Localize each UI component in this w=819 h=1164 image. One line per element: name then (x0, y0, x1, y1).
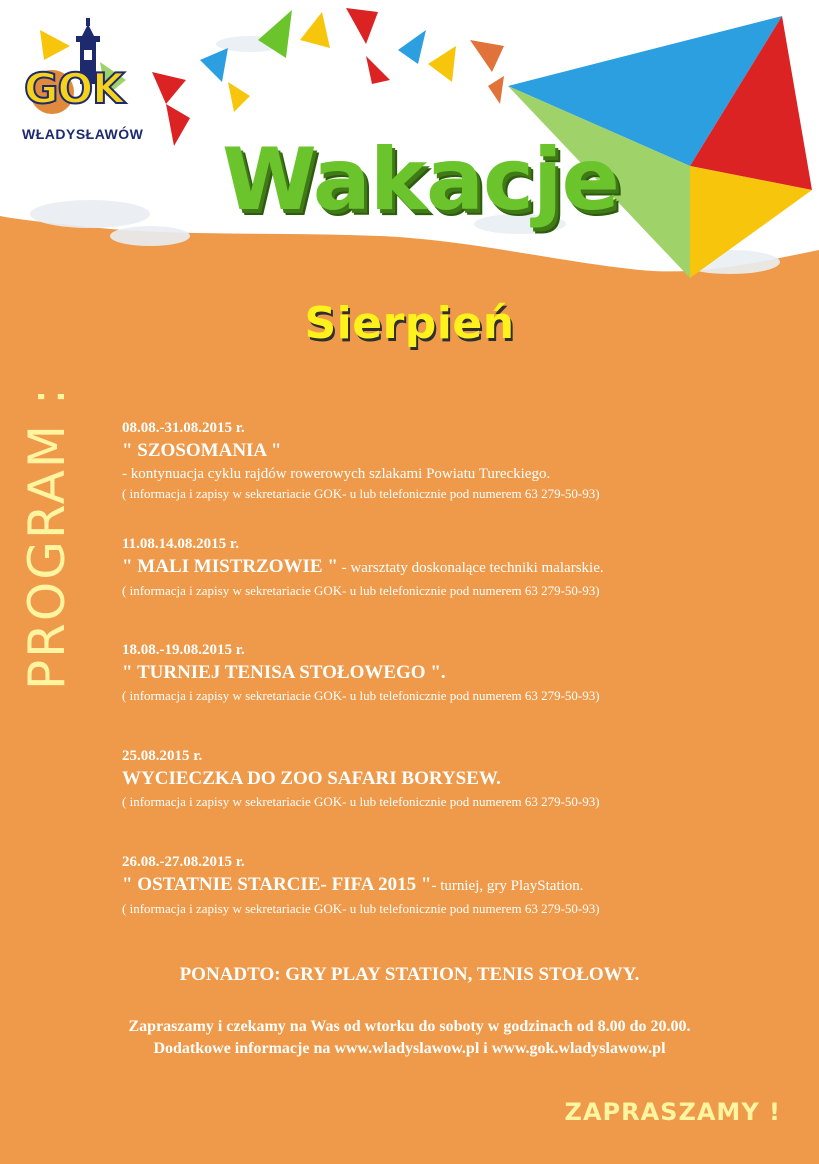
event-info: ( informacja i zapisy w sekretariacie GOK- u lub telefonicznie pod numerem 63 279-50-93) (122, 794, 600, 809)
event-date: 26.08.-27.08.2015 r. (122, 854, 245, 870)
event-date: 08.08.-31.08.2015 r. (122, 420, 245, 436)
event-date: 18.08.-19.08.2015 r. (122, 642, 245, 658)
event-title: " MALI MISTRZOWIE " - warsztaty doskonalące techniki malarskie. (122, 556, 604, 577)
page-title: Wakacje (222, 130, 619, 230)
event-title: " SZOSOMANIA " (122, 440, 282, 461)
event-2 (122, 534, 604, 601)
event-date: 11.08.14.08.2015 r. (122, 536, 239, 552)
event-3 (122, 640, 600, 706)
event-inline-description: - turniej, gry PlayStation. (431, 878, 584, 894)
event-4 (122, 746, 600, 812)
footer-line-1: Zapraszamy i czekamy na Was od wtorku do soboty w godzinach od 8.00 do 20.00. (128, 1018, 691, 1035)
event-5 (122, 852, 600, 919)
logo-brand: GOK (24, 64, 124, 113)
event-title: WYCIECZKA DO ZOO SAFARI BORYSEW. (122, 768, 501, 789)
event-title: " OSTATNIE STARCIE- FIFA 2015 "- turniej, gry PlayStation. (122, 874, 584, 895)
event-inline-description: - warsztaty doskonalące techniki malarskie. (337, 560, 604, 576)
program-side-label: PROGRAM : (18, 386, 76, 690)
footer-text (0, 1016, 819, 1060)
event-info: ( informacja i zapisy w sekretariacie GOK- u lub telefonicznie pod numerem 63 279-50-93) (122, 583, 600, 598)
event-title: " TURNIEJ TENISA STOŁOWEGO ". (122, 662, 446, 683)
footer-line-2: Dodatkowe informacje na www.wladyslawow.pl i www.gok.wladyslawow.pl (153, 1040, 666, 1057)
event-info: ( informacja i zapisy w sekretariacie GOK- u lub telefonicznie pod numerem 63 279-50-93) (122, 688, 600, 703)
closing-invite: ZAPRASZAMY ! (564, 1098, 781, 1126)
event-date: 25.08.2015 r. (122, 748, 203, 764)
additional-info: PONADTO: GRY PLAY STATION, TENIS STOŁOWY. (179, 964, 640, 985)
event-info: ( informacja i zapisy w sekretariacie GOK- u lub telefonicznie pod numerem 63 279-50-93) (122, 486, 600, 501)
event-info: ( informacja i zapisy w sekretariacie GOK- u lub telefonicznie pod numerem 63 279-50-93) (122, 901, 600, 916)
event-1 (122, 418, 600, 504)
event-description: - kontynuacja cyklu rajdów rowerowych szlakami Powiatu Tureckiego. (122, 466, 551, 482)
page-subtitle: Sierpień (304, 298, 515, 349)
logo-city: WŁADYSŁAWÓW (22, 126, 144, 142)
